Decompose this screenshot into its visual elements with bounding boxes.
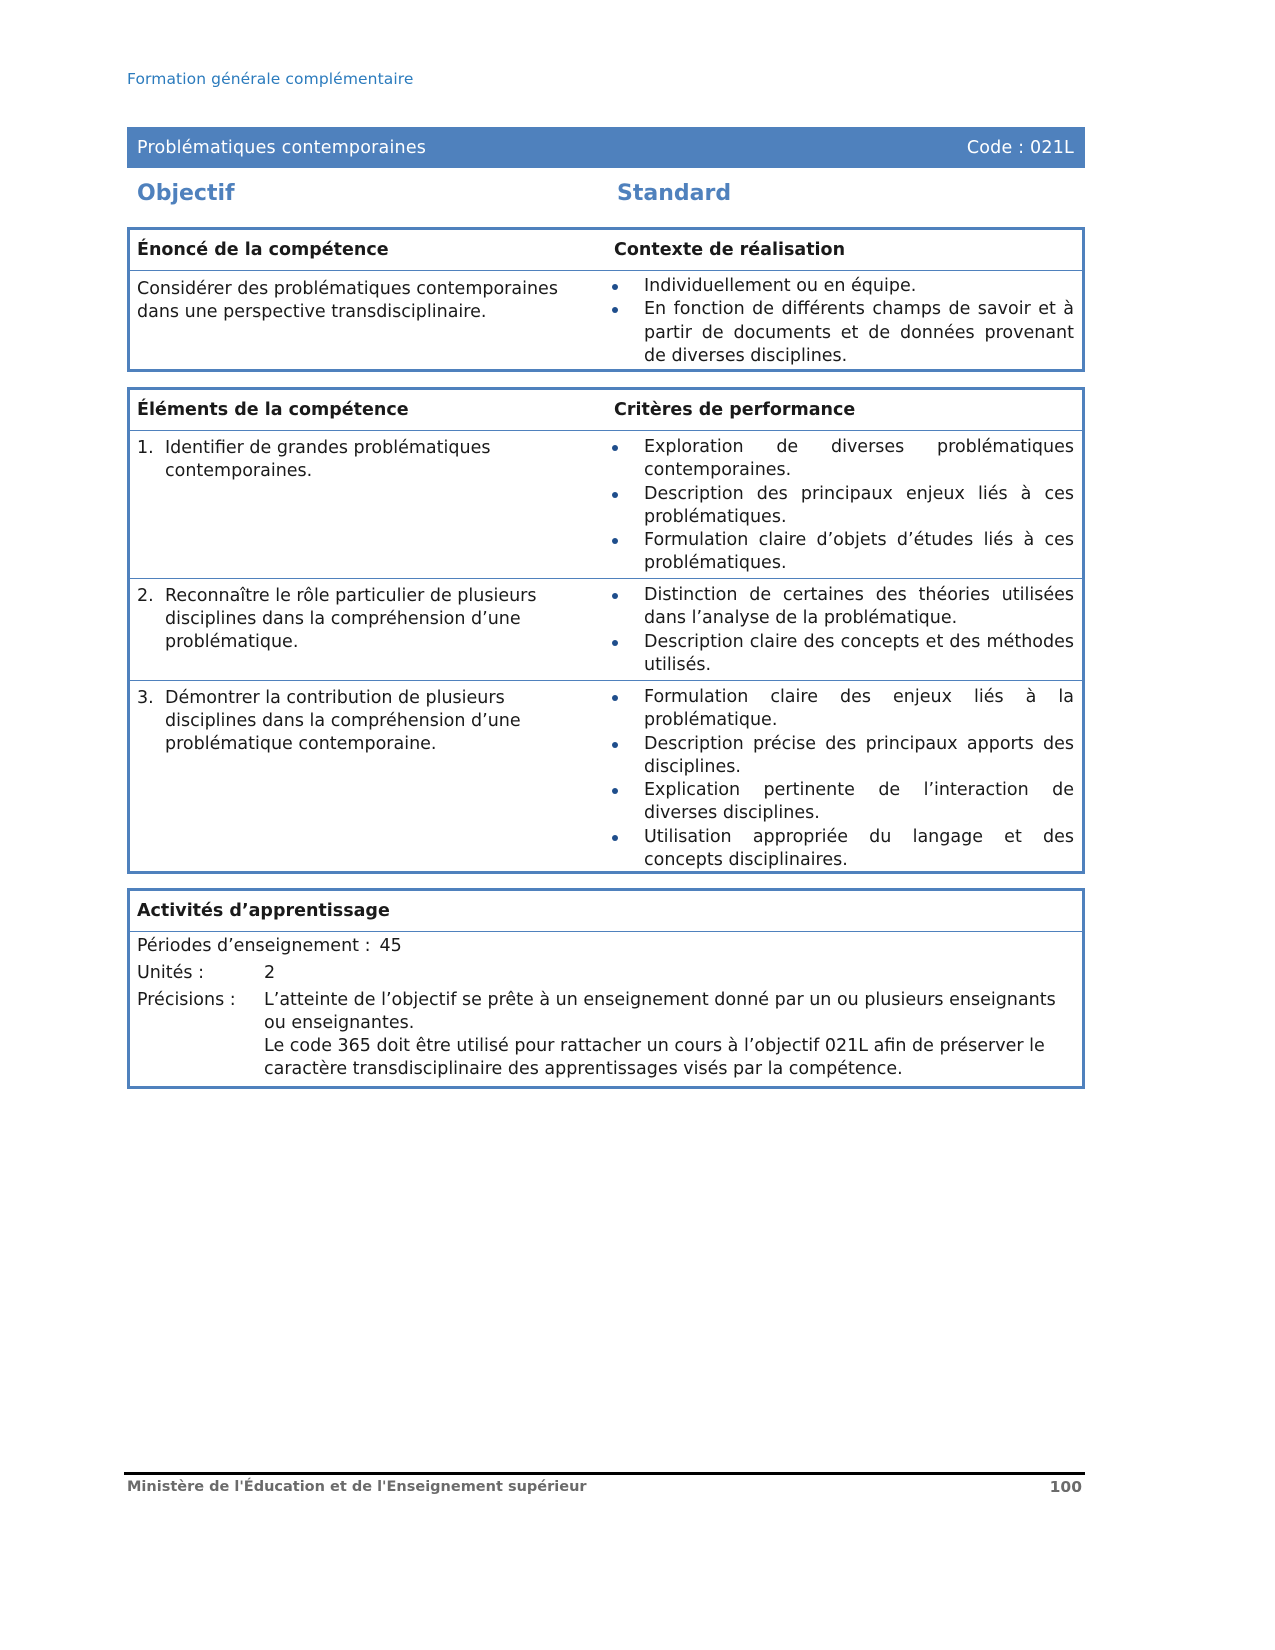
criteria-list [607,436,1074,576]
criteria-cell [607,579,1082,680]
activities-header: Activités d’apprentissage [137,901,390,921]
element-row [130,579,1082,681]
periods-value: 45 [379,936,402,956]
criterion-item: Description claire des concepts et des méthodes utilisés. [607,631,1074,678]
competence-row [130,271,1082,372]
course-code: Code : 021L [966,137,1074,158]
element-cell [130,681,607,875]
competence-box-header [130,230,1082,271]
elements-header: Éléments de la compétence [137,400,409,420]
activities-box [127,888,1085,1089]
course-title: Problématiques contemporaines [137,137,427,158]
element-number: 1. [137,438,154,458]
contexte-header: Contexte de réalisation [614,240,846,260]
competence-box [127,227,1085,372]
footer-publisher: Ministère de l'Éducation et de l'Enseignement supérieur [127,1479,587,1495]
enonce-header: Énoncé de la compétence [137,240,389,260]
criterion-item: Utilisation appropriée du langage et des concepts disciplinaires. [607,826,1074,873]
criteria-list [607,584,1074,677]
elements-box-header [130,390,1082,431]
criterion-item: Description des principaux enjeux liés à ces problématiques. [607,483,1074,530]
context-list [607,275,1074,368]
periods-label: Périodes d’enseignement : [137,936,371,956]
elements-box [127,387,1085,874]
running-head: Formation générale complémentaire [127,70,414,88]
criterion-item: Formulation claire d’objets d’études liés à ces problématiques. [607,529,1074,576]
element-cell [130,579,607,680]
periods-line [130,935,1082,958]
element-row [130,431,1082,579]
details-paragraph: L’atteinte de l’objectif se prête à un enseignement donné par un ou plusieurs enseignants ou enseignantes. [264,990,1056,1033]
activities-box-header [130,891,1082,932]
competence-statement: Considérer des problématiques contemporaines dans une perspective transdisciplinaire. [137,279,558,322]
element-row [130,681,1082,875]
criterion-item: Formulation claire des enjeux liés à la problématique. [607,686,1074,733]
element-cell [130,431,607,578]
objectif-heading: Objectif [137,181,235,206]
footer-divider [124,1472,1085,1475]
criteria-list [607,686,1074,872]
element-number: 2. [137,586,154,606]
units-value: 2 [264,963,276,983]
section-headings [127,181,1085,211]
criterion-item: Distinction de certaines des théories utilisées dans l’analyse de la problématique. [607,584,1074,631]
context-item: En fonction de différents champs de savoir et à partir de documents et de données provenant de diverses disciplines. [607,298,1074,368]
element-text: Identifier de grandes problématiques contemporaines. [165,438,491,481]
details-paragraph: Le code 365 doit être utilisé pour rattacher un cours à l’objectif 021L afin de préserver le caractère transdisciplinaire des apprentissages visés par la compétence. [264,1036,1045,1079]
criterion-item: Description précise des principaux apports des disciplines. [607,733,1074,780]
details-value [264,989,1082,1081]
element-text: Reconnaître le rôle particulier de plusieurs disciplines dans la compréhension d’une problématique. [165,586,537,652]
course-title-bar [127,127,1085,168]
criterion-item: Explication pertinente de l’interaction de diverses disciplines. [607,779,1074,826]
element-text: Démontrer la contribution de plusieurs disciplines dans la compréhension d’une problématique contemporaine. [165,688,521,754]
units-label: Unités : [137,963,204,983]
criteres-header: Critères de performance [614,400,856,420]
activities-body [130,932,1082,1081]
criteria-cell [607,431,1082,578]
element-number: 3. [137,688,154,708]
context-list-cell [607,271,1082,372]
units-line [130,962,1082,985]
details-label: Précisions : [137,990,236,1010]
page-number: 100 [1049,1478,1082,1496]
criteria-cell [607,681,1082,875]
details-line [130,989,1082,1081]
criterion-item: Exploration de diverses problématiques contemporaines. [607,436,1074,483]
standard-heading: Standard [617,181,732,206]
context-item: Individuellement ou en équipe. [607,275,1074,298]
